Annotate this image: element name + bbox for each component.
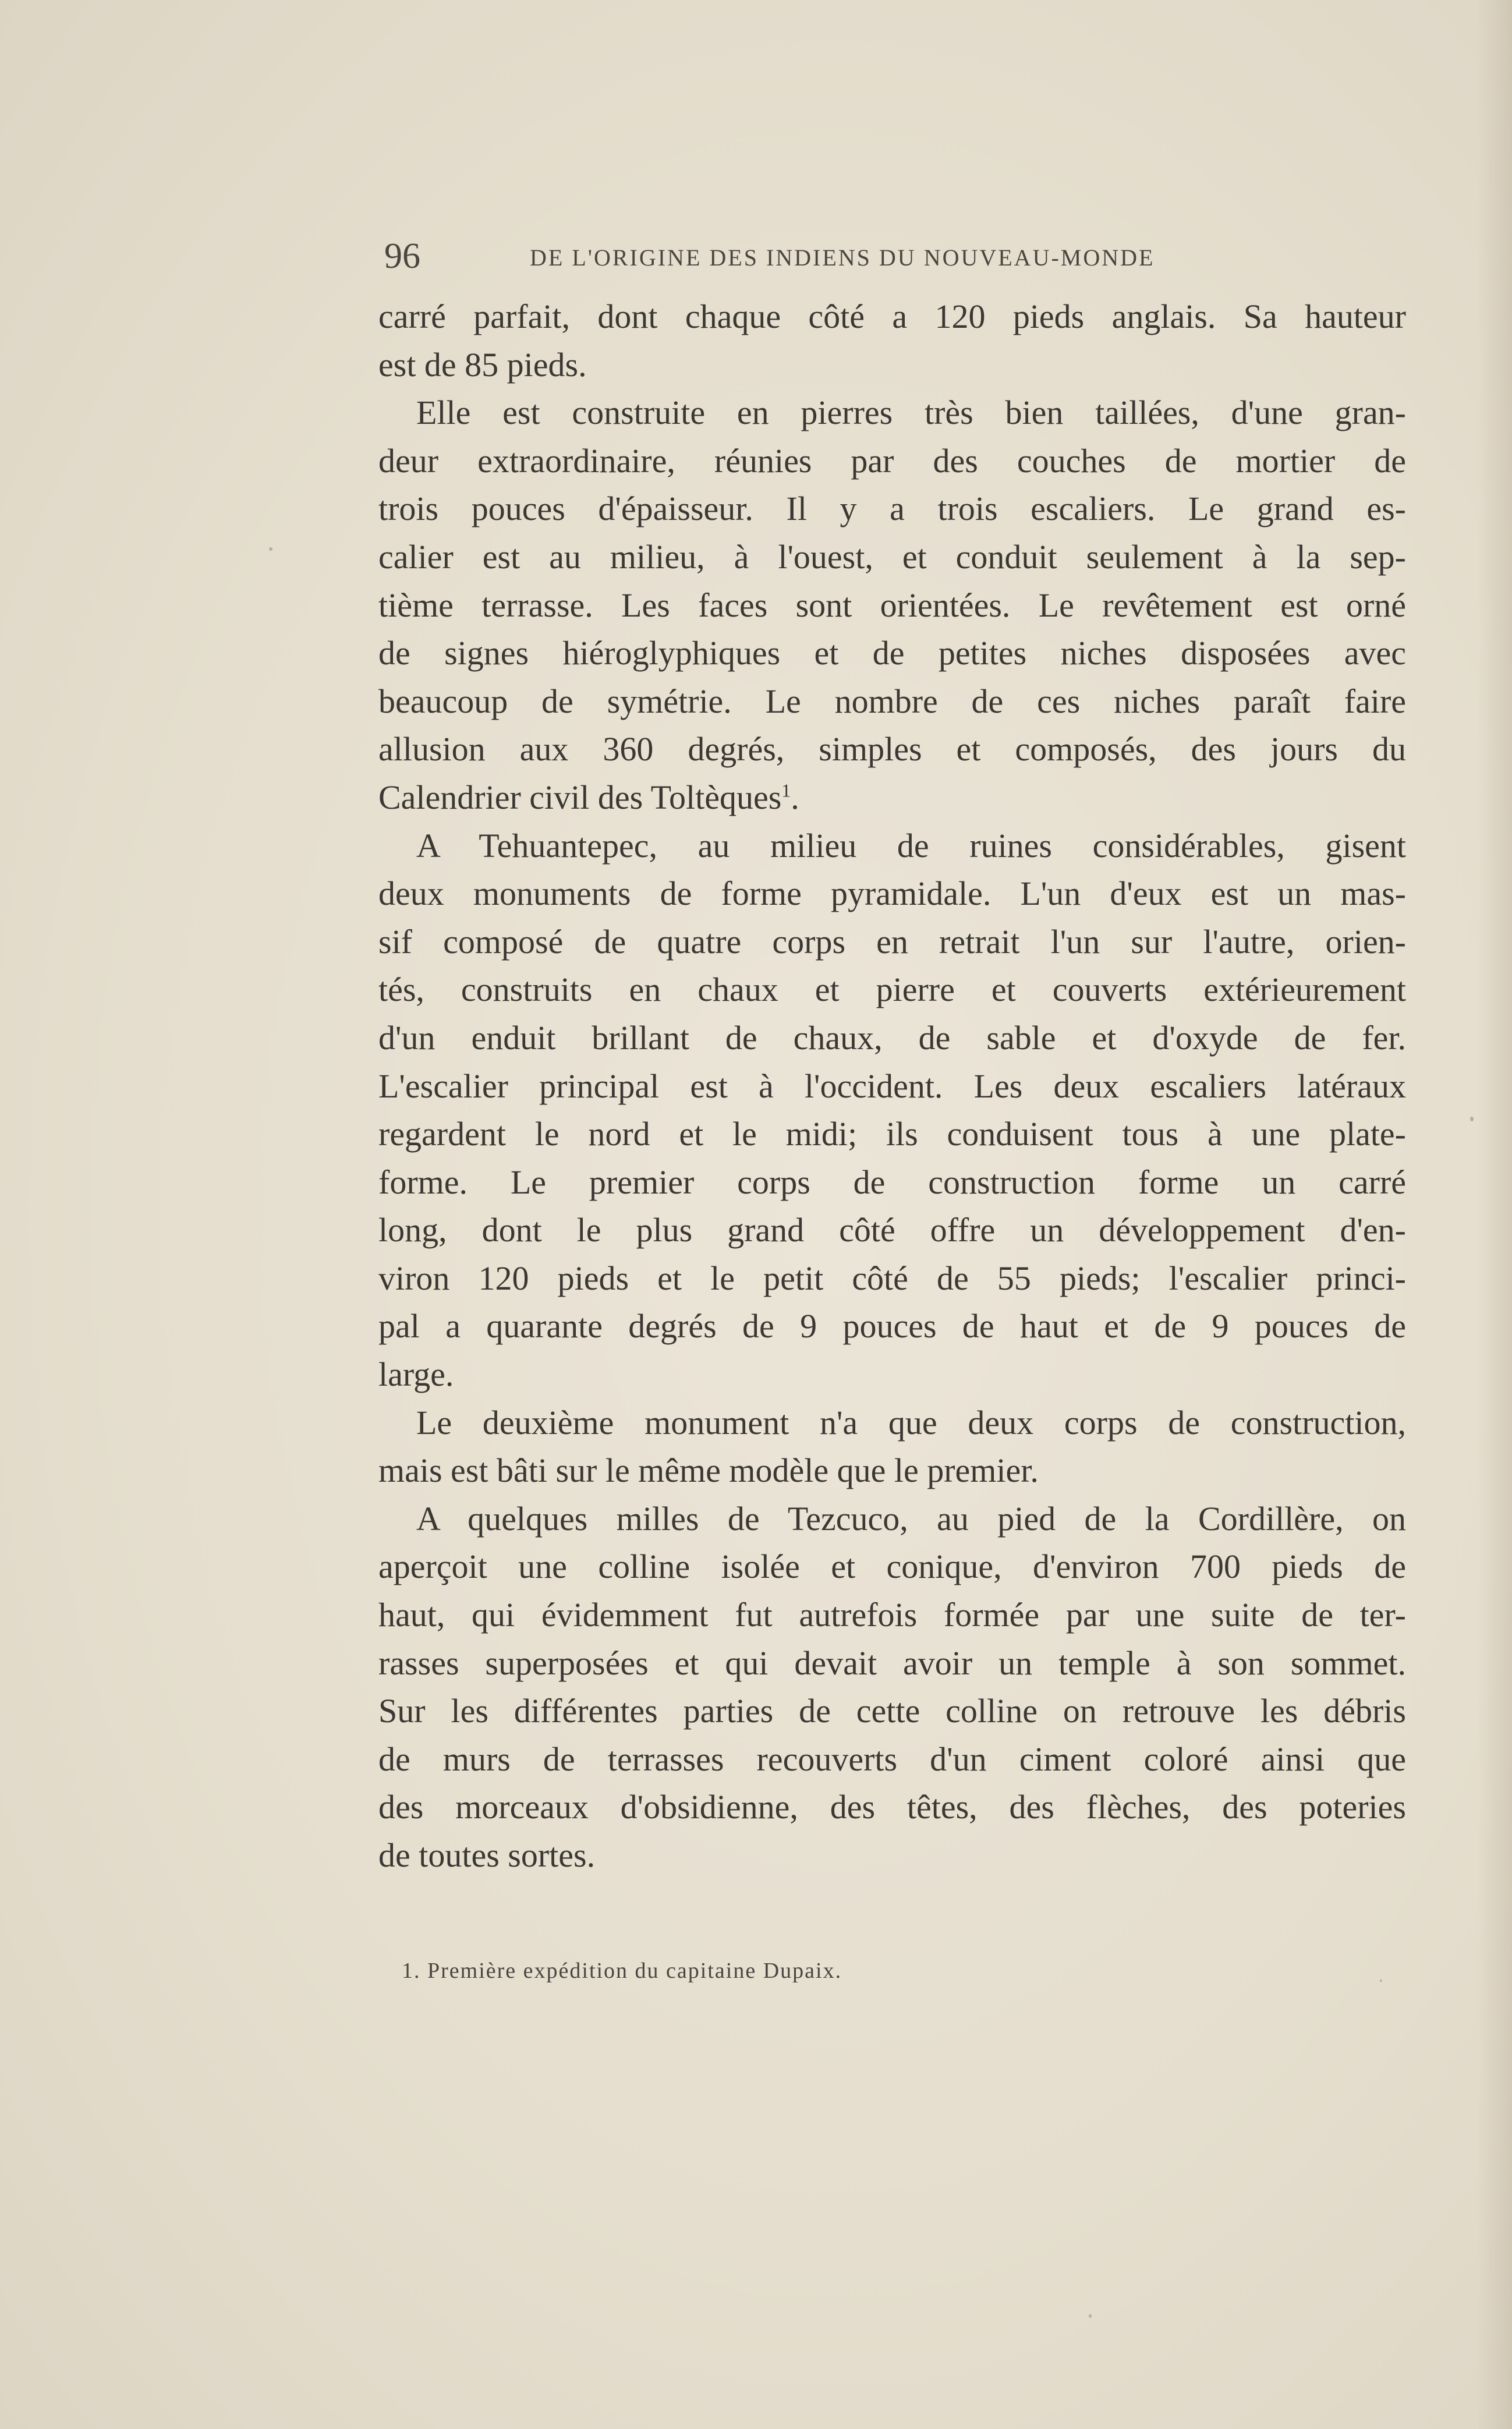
paper-speck (269, 547, 272, 551)
text-line: sif composé de quatre corps en retrait l'un sur l'autre, orien- (378, 922, 1406, 961)
text-line: Le deuxième monument n'a que deux corps de construction, (416, 1403, 1406, 1442)
text-line-with-footnote (378, 774, 1406, 822)
text-line: Sur les différentes parties de cette colline on retrouve les débris (378, 1692, 1406, 1730)
text-line: est de 85 pieds. (378, 345, 587, 384)
text-line: large. (378, 1355, 454, 1394)
text-line: tième terrasse. Les faces sont orientées. Le revêtement est orné (378, 586, 1406, 624)
text-line: de toutes sortes. (378, 1836, 596, 1874)
text-line: trois pouces d'épaisseur. Il y a trois escaliers. Le grand es- (378, 490, 1406, 528)
page-edge-shadow (1477, 0, 1512, 2429)
text-line: d'un enduit brillant de chaux, de sable et d'oxyde de fer. (378, 1018, 1406, 1057)
text-line: forme. Le premier corps de construction forme un carré (378, 1163, 1406, 1201)
text-line-content: Calendrier civil des Toltèques (378, 778, 782, 816)
page-number: 96 (384, 236, 420, 276)
text-line: rasses superposées et qui devait avoir un temple à son sommet. (378, 1644, 1406, 1682)
text-line: deur extraordinaire, réunies par des couches de mortier de (378, 441, 1406, 480)
text-line: beaucoup de symétrie. Le nombre de ces niches paraît faire (378, 682, 1406, 720)
text-line: carré parfait, dont chaque côté a 120 pieds anglais. Sa hauteur (378, 298, 1406, 335)
page-header (384, 230, 1421, 282)
paper-speck (1470, 1117, 1474, 1121)
text-line: long, dont le plus grand côté offre un développement d'en- (378, 1211, 1406, 1249)
text-line: deux monuments de forme pyramidale. L'un d'eux est un mas- (378, 874, 1406, 913)
text-line: mais est bâti sur le même modèle que le premier. (378, 1451, 1039, 1490)
text-line: Elle est construite en pierres très bien taillées, d'une gran- (416, 394, 1406, 432)
text-line: de murs de terrasses recouverts d'un ciment coloré ainsi que (378, 1740, 1406, 1778)
line-end-punctuation: . (791, 778, 799, 816)
body-text (378, 293, 1406, 1880)
text-line: regardent le nord et le midi; ils conduisent tous à une plate- (378, 1115, 1406, 1153)
text-line: aperçoit une colline isolée et conique, d'environ 700 pieds de (378, 1548, 1406, 1586)
text-line: pal a quarante degrés de 9 pouces de haut et de 9 pouces de (378, 1307, 1406, 1345)
text-line: haut, qui évidemment fut autrefois formée par une suite de ter- (378, 1596, 1406, 1634)
paper-speck (1089, 2314, 1092, 2318)
text-line: viron 120 pieds et le petit côté de 55 pieds; l'escalier princi- (378, 1259, 1406, 1297)
running-head: DE L'ORIGINE DES INDIENS DU NOUVEAU-MONDE (530, 245, 1155, 271)
text-line: A Tehuantepec, au milieu de ruines considérables, gisent (416, 826, 1406, 865)
text-line: allusion aux 360 degrés, simples et composés, des jours du (378, 730, 1406, 769)
footnote: 1. Première expédition du capitaine Dupaix. (402, 1959, 842, 1983)
text-line: A quelques milles de Tezcuco, au pied de la Cordillère, on (416, 1499, 1406, 1538)
text-line: des morceaux d'obsidienne, des têtes, des flèches, des poteries (378, 1788, 1406, 1826)
text-line: tés, construits en chaux et pierre et couverts extérieurement (378, 971, 1406, 1009)
text-line: calier est au milieu, à l'ouest, et conduit seulement à la sep- (378, 537, 1406, 576)
footnote-marker: 1 (781, 780, 791, 801)
paper-speck (1380, 1980, 1382, 1982)
text-line: L'escalier principal est à l'occident. Les deux escaliers latéraux (378, 1067, 1406, 1105)
text-line: de signes hiéroglyphiques et de petites niches disposées avec (378, 634, 1406, 672)
